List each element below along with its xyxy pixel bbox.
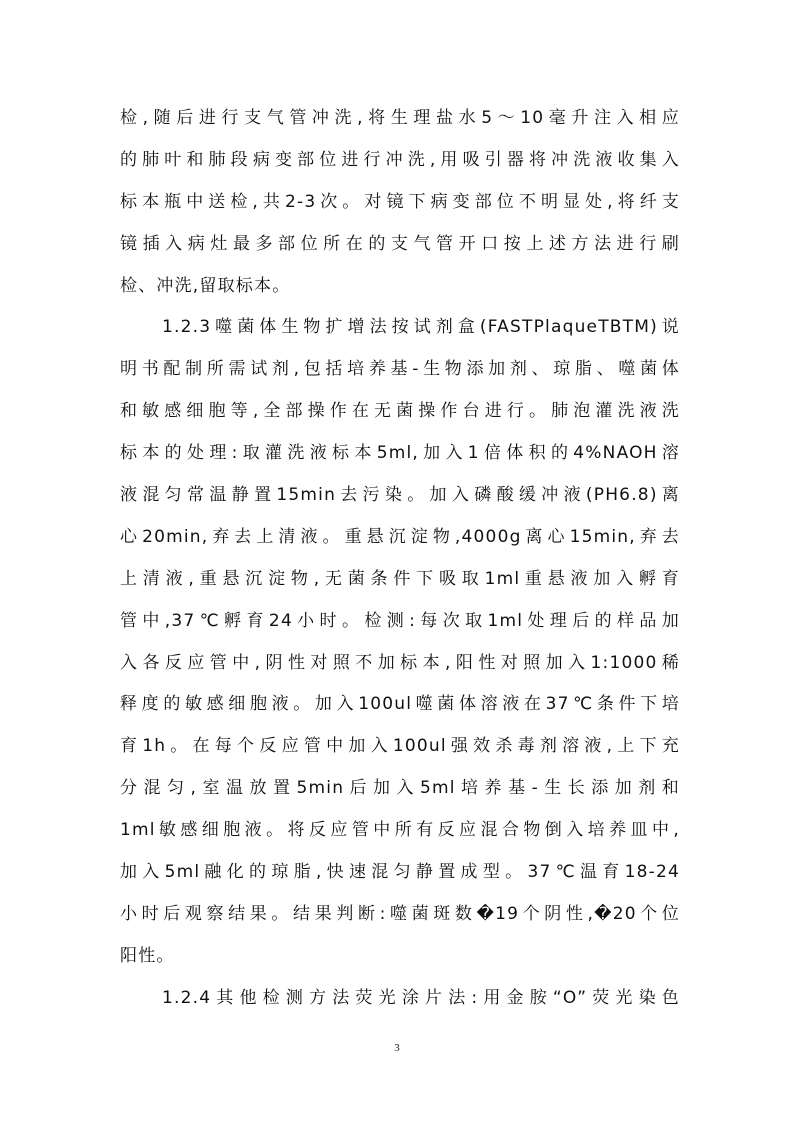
text-line: 上清液,重悬沉淀物,无菌条件下吸取1ml重悬液加入孵育 <box>120 568 680 589</box>
text-line: 检、冲洗,留取标本。 <box>120 275 291 296</box>
text-line: 镜插入病灶最多部位所在的支气管开口按上述方法进行刷 <box>120 233 680 254</box>
text-line: 明书配制所需试剂,包括培养基-生物添加剂、琼脂、噬菌体 <box>120 359 680 380</box>
text-line: 标本的处理:取灌洗液标本5ml,加入1倍体积的4%NAOH溶 <box>120 443 680 464</box>
body-text <box>120 98 680 1020</box>
text-line: 阳性。 <box>120 945 175 966</box>
text-line: 液混匀常温静置15min去污染。加入磷酸缓冲液(PH6.8)离 <box>120 485 680 506</box>
section-heading-1-2-3: 1.2.3噬菌体生物扩增法按试剂盒(FASTPlaqueTBTM)说 <box>162 317 680 338</box>
text-line: 管中,37℃孵育24小时。检测:每次取1ml处理后的样品加 <box>120 610 680 631</box>
text-line: 加入5ml融化的琼脂,快速混匀静置成型。37℃温育18-24 <box>120 862 680 883</box>
text-line: 小时后观察结果。结果判断:噬菌斑数�19个阴性,�20个位 <box>120 903 680 924</box>
text-line: 育1h。在每个反应管中加入100ul强效杀毒剂溶液,上下充 <box>120 736 680 757</box>
text-line: 1ml敏感细胞液。将反应管中所有反应混合物倒入培养皿中, <box>120 820 680 841</box>
text-line: 和敏感细胞等,全部操作在无菌操作台进行。肺泡灌洗液洗 <box>120 401 680 422</box>
text-line: 心20min,弃去上清液。重悬沉淀物,4000g离心15min,弃去 <box>120 526 680 547</box>
text-line: 检,随后进行支气管冲洗,将生理盐水5～10毫升注入相应 <box>120 108 680 128</box>
text-line: 标本瓶中送检,共2-3次。对镜下病变部位不明显处,将纤支 <box>120 191 680 212</box>
text-line: 的肺叶和肺段病变部位进行冲洗,用吸引器将冲洗液收集入 <box>120 149 680 170</box>
text-line: 分混匀,室温放置5min后加入5ml培养基-生长添加剂和 <box>120 778 680 799</box>
text-line: 入各反应管中,阴性对照不加标本,阳性对照加入1:1000稀 <box>120 652 680 673</box>
section-heading-1-2-4: 1.2.4其他检测方法荧光涂片法:用金胺“O”荧光染色 <box>162 987 680 1008</box>
text-line: 释度的敏感细胞液。加入100ul噬菌体溶液在37℃条件下培 <box>120 694 680 715</box>
page-number: 3 <box>394 1042 400 1054</box>
